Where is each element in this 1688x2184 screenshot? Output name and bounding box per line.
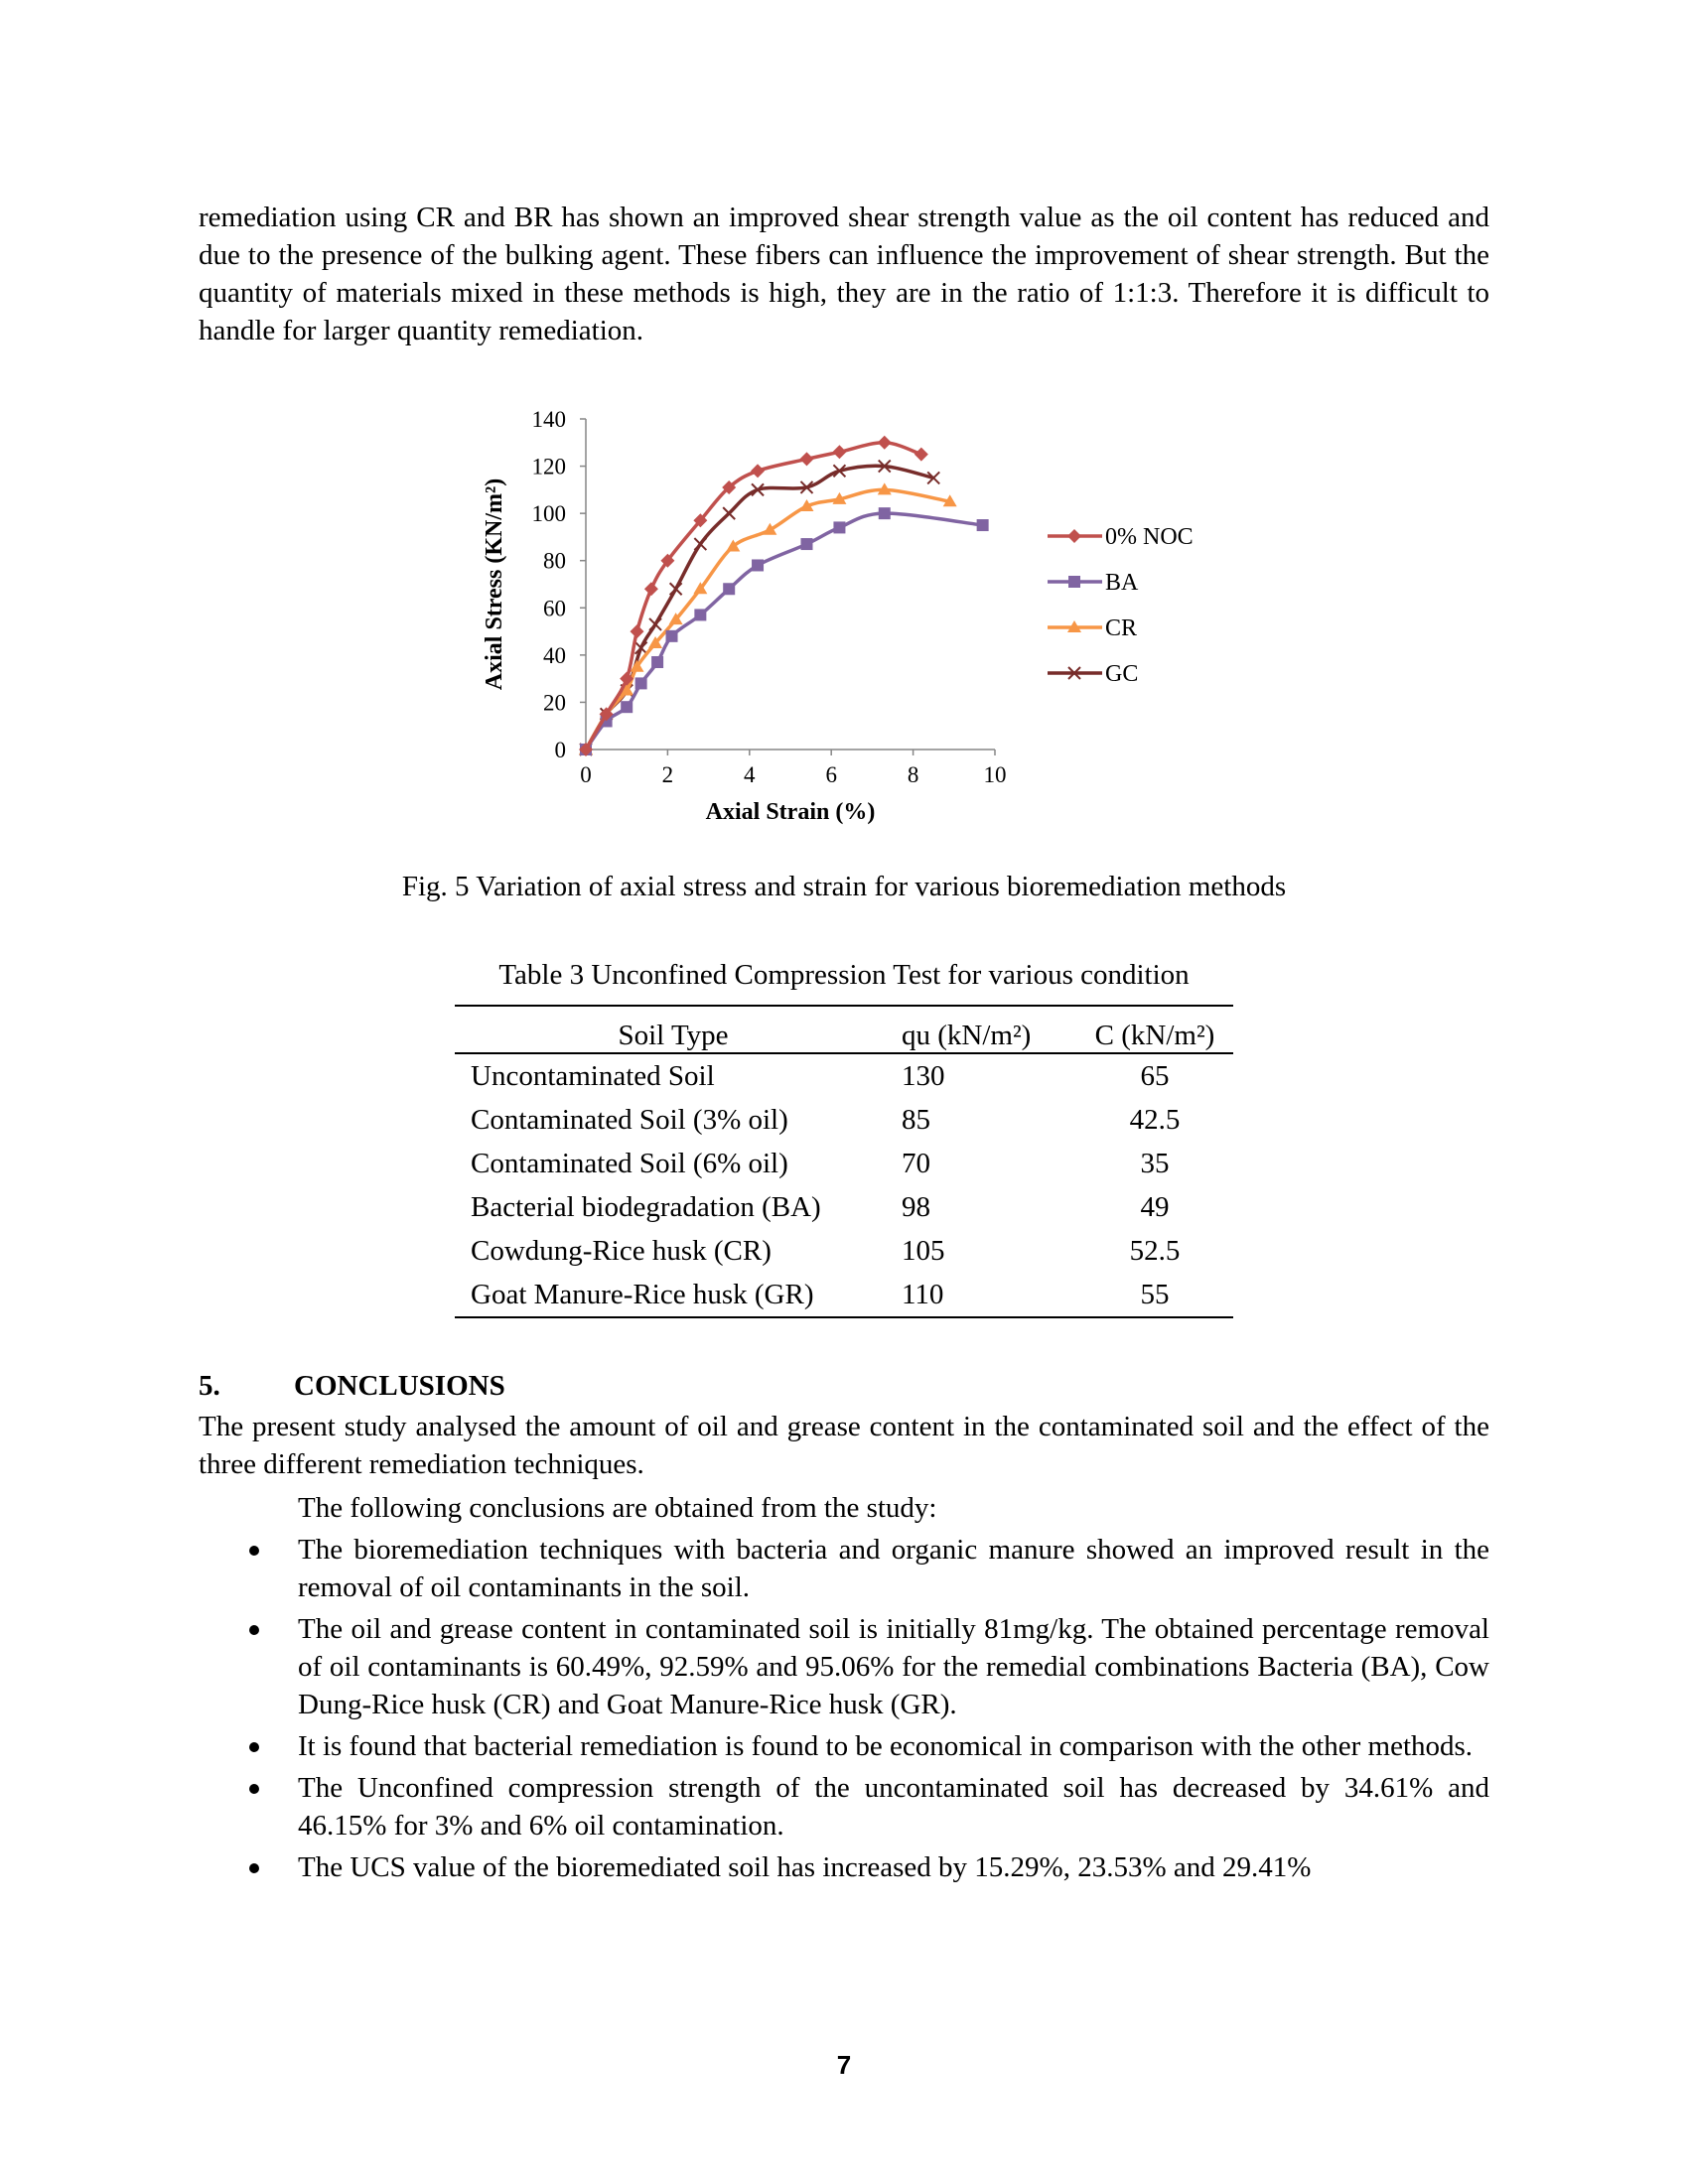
table-row [455, 1053, 1233, 1098]
cell-qu: 130 [902, 1059, 945, 1092]
data-point [878, 436, 892, 450]
series-gc [580, 461, 939, 755]
data-point [752, 559, 764, 571]
bullet-icon [249, 1863, 259, 1873]
conclusions-list [199, 1531, 1489, 1890]
y-tick-label: 120 [531, 454, 566, 479]
series-cr [579, 482, 957, 754]
table-caption: Table 3 Unconfined Compression Test for various condition [498, 959, 1190, 991]
cell-soil: Uncontaminated Soil [471, 1059, 715, 1092]
legend-item [1048, 661, 1138, 687]
legend-item [1048, 615, 1137, 641]
list-item [199, 1727, 1489, 1765]
cell-qu: 105 [902, 1234, 945, 1267]
list-item [199, 1769, 1489, 1844]
table-row [455, 1142, 1233, 1185]
y-tick-label: 60 [543, 596, 566, 621]
conclusion-paragraph: The present study analysed the amount of oil and grease content in the contaminated soil and the effect of the three different remediation techniques. [199, 1411, 1489, 1480]
bullet-icon [249, 1546, 259, 1556]
x-tick-label: 10 [983, 762, 1007, 787]
y-axis-title: Axial Stress (KN/m²) [482, 478, 507, 691]
legend-marker [1068, 576, 1080, 588]
legend-marker [1067, 529, 1081, 543]
header-qu: qu (kN/m²) [902, 1020, 1032, 1051]
data-point [879, 507, 891, 519]
list-item-text: It is found that bacterial remediation is found to be economical in comparison with the other methods. [298, 1730, 1474, 1762]
section-number: 5. [199, 1370, 220, 1402]
x-tick-label: 8 [907, 762, 919, 787]
cell-c: 35 [1140, 1147, 1170, 1179]
cell-qu: 85 [902, 1103, 930, 1136]
table-row [455, 1229, 1233, 1273]
bullet-icon [249, 1742, 259, 1752]
data-point [751, 464, 765, 478]
cell-c: 55 [1140, 1278, 1170, 1310]
cell-c: 49 [1140, 1190, 1170, 1223]
data-point [670, 583, 682, 595]
data-point [649, 618, 661, 630]
stress-strain-chart [467, 397, 1261, 844]
list-item-text: The bioremediation techniques with bacteria and organic manure showed an improved result in the removal of oil contaminants in the soil. [298, 1534, 1489, 1603]
section-heading [199, 1370, 505, 1403]
x-tick-label: 2 [661, 762, 674, 787]
data-point [799, 452, 813, 466]
legend-label: CR [1105, 615, 1138, 641]
data-point [651, 656, 663, 668]
y-tick-label: 100 [531, 501, 566, 527]
conclusion-intro: The following conclusions are obtained from the study: [298, 1492, 937, 1524]
data-point [635, 677, 647, 689]
list-item [199, 1531, 1489, 1606]
data-point [621, 701, 633, 713]
list-item-text: The UCS value of the bioremediated soil has increased by 15.29%, 23.53% and 29.41% [298, 1851, 1312, 1883]
x-tick-label: 0 [580, 762, 592, 787]
cell-soil: Cowdung-Rice husk (CR) [471, 1234, 772, 1267]
intro-paragraph: remediation using CR and BR has shown an improved shear strength value as the oil content has reduced and due to the presence of the bulking agent. These fibers can influence the improvement of shear strength. But the quantity of materials mixed in these methods is high, they are in the ratio of 1:1:3. Therefore it is difficult to handle for larger quantity remediation. [199, 202, 1489, 346]
page-number: 7 [836, 2050, 852, 2080]
y-tick-label: 140 [531, 407, 566, 432]
data-point [977, 519, 989, 531]
bullet-icon [249, 1625, 259, 1635]
cell-soil: Goat Manure-Rice husk (GR) [471, 1278, 814, 1310]
legend-item [1048, 570, 1139, 596]
bullet-icon [249, 1784, 259, 1794]
cell-c: 42.5 [1129, 1103, 1181, 1136]
legend-label: GC [1105, 661, 1139, 687]
data-point [723, 583, 735, 595]
data-point [833, 521, 845, 533]
table-row [455, 1098, 1233, 1142]
y-tick-label: 20 [543, 690, 566, 716]
list-item [199, 1610, 1489, 1723]
data-point [644, 582, 658, 596]
cell-soil: Bacterial biodegradation (BA) [471, 1190, 821, 1223]
list-item-text: The oil and grease content in contaminated soil is initially 81mg/kg. The obtained percentage removal of oil contaminants is 60.49%, 92.59% and 95.06% for the remedial combinations Bacteria (BA), Cow Dung-Rice husk (CR) and Goat Manure-Rice husk (GR). [298, 1613, 1489, 1720]
series-line [586, 443, 921, 750]
data-point [832, 445, 846, 459]
cell-qu: 110 [902, 1278, 944, 1310]
ucs-table [455, 1005, 1233, 1318]
legend-label: 0% NOC [1105, 524, 1194, 550]
table-row [455, 1273, 1233, 1317]
data-point [631, 624, 644, 638]
data-point [694, 609, 706, 620]
y-tick-label: 0 [554, 738, 566, 762]
cell-soil: Contaminated Soil (6% oil) [471, 1147, 788, 1179]
legend-item [1048, 524, 1194, 550]
x-tick-label: 4 [744, 762, 756, 787]
section-title: CONCLUSIONS [294, 1370, 505, 1402]
x-axis-title: Axial Strain (%) [705, 799, 876, 825]
data-point [723, 507, 735, 519]
cell-qu: 70 [902, 1147, 930, 1179]
data-point [666, 630, 678, 642]
cell-soil: Contaminated Soil (3% oil) [471, 1103, 788, 1136]
header-soil-type: Soil Type [618, 1020, 729, 1051]
data-point [914, 448, 928, 462]
list-item [199, 1848, 1489, 1886]
data-point [800, 538, 812, 550]
y-tick-label: 80 [543, 548, 566, 574]
data-point [694, 538, 706, 550]
series-line [586, 513, 983, 750]
table-row [455, 1185, 1233, 1229]
cell-c: 52.5 [1129, 1234, 1181, 1267]
cell-qu: 98 [902, 1190, 930, 1223]
cell-c: 65 [1140, 1059, 1170, 1092]
figure-caption: Fig. 5 Variation of axial stress and strain for various bioremediation methods [401, 871, 1287, 902]
x-tick-label: 6 [825, 762, 837, 787]
header-c: C (kN/m²) [1094, 1020, 1215, 1051]
list-item-text: The Unconfined compression strength of the uncontaminated soil has decreased by 34.61% and 46.15% for 3% and 6% oil contamination. [298, 1772, 1489, 1842]
legend-label: BA [1105, 570, 1139, 596]
y-tick-label: 40 [543, 642, 566, 668]
